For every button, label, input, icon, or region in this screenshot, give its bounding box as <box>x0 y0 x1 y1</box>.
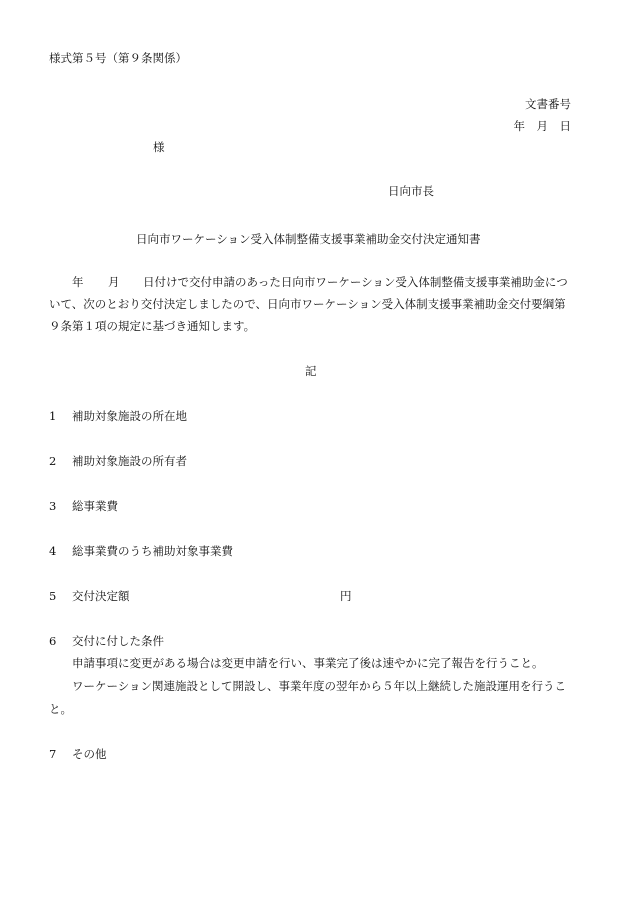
issuer: 日向市長 <box>388 184 434 198</box>
addressee-suffix: 様 <box>153 140 165 154</box>
amount-unit: 円 <box>340 589 352 603</box>
item-number: 1 <box>49 409 57 423</box>
condition-2-line-1: ワーケーション関連施設として開設し、事業年度の翌年から５年以上継続した施設運用を行うこ <box>72 679 567 693</box>
item-number: 3 <box>49 499 57 513</box>
condition-2-line-2: と。 <box>49 702 72 716</box>
item-number: 4 <box>49 544 57 558</box>
item-label: 交付に付した条件 <box>72 634 164 648</box>
item-number: 6 <box>49 634 57 648</box>
item-number: 2 <box>49 454 57 468</box>
ki-heading: 記 <box>305 364 317 378</box>
body-month: 月 <box>108 275 120 289</box>
form-id: 様式第５号（第９条関係） <box>49 51 187 65</box>
item-label: 補助対象施設の所有者 <box>72 454 187 468</box>
document-title: 日向市ワーケーション受入体制整備支援事業補助金交付決定通知書 <box>136 232 481 246</box>
item-label: その他 <box>72 747 107 761</box>
item-label: 総事業費 <box>72 499 118 513</box>
date-label: 年 月 日 <box>513 119 571 133</box>
condition-1: 申請事項に変更がある場合は変更申請を行い、事業完了後は速やかに完了報告を行うこと。 <box>72 656 544 670</box>
item-label: 交付決定額 <box>72 589 130 603</box>
body-line-2: いて、次のとおり交付決定しましたので、日向市ワーケーション受入体制支援事業補助金交付要綱第 <box>49 297 566 311</box>
body-year: 年 <box>72 275 84 289</box>
item-number: 5 <box>49 589 57 603</box>
body-line-1: 日付けで交付申請のあった日向市ワーケーション受入体制整備支援事業補助金につ <box>143 275 568 289</box>
body-line-3: ９条第１項の規定に基づき通知します。 <box>49 319 256 333</box>
item-number: 7 <box>49 747 57 761</box>
item-label: 補助対象施設の所在地 <box>72 409 187 423</box>
item-label: 総事業費のうち補助対象事業費 <box>72 544 233 558</box>
document-number-label: 文書番号 <box>525 97 571 111</box>
